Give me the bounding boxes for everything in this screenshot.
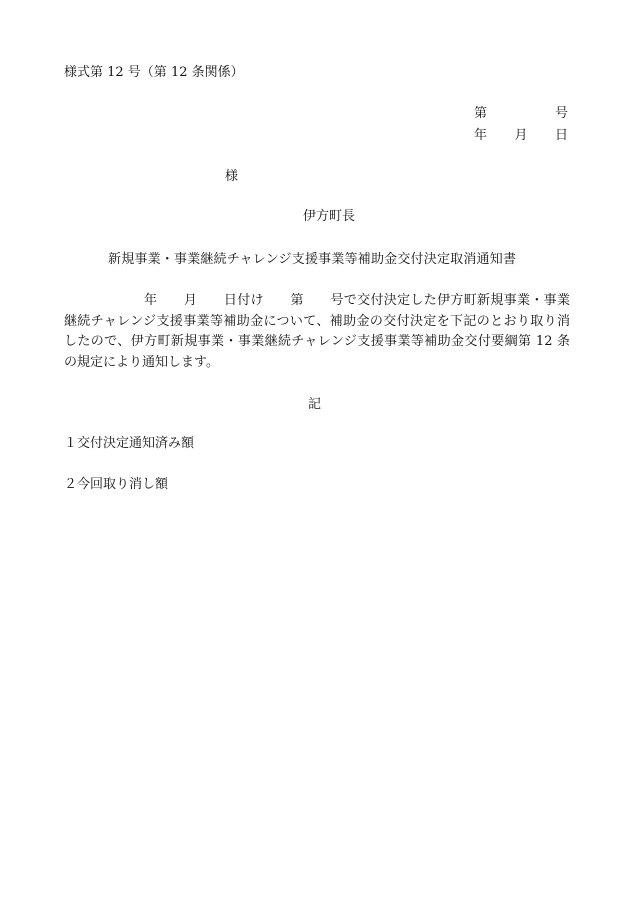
body-line: 継続チャレンジ支援事業等補助金について、補助金の交付決定を下記のとおり取り消 (64, 313, 570, 329)
document-number (474, 105, 568, 123)
date-day-label: 日 (554, 128, 568, 143)
document-number-suffix: 号 (554, 106, 568, 121)
document-date (474, 127, 568, 145)
note-item-notified-amount: １交付決定通知済み額 (64, 436, 195, 451)
notes-heading: 記 (308, 397, 322, 412)
document-number-prefix: 第 (474, 106, 488, 121)
date-year-label: 年 (474, 128, 488, 143)
date-month-label: 月 (514, 128, 528, 143)
body-line: 年 月 日付け 第 号で交付決定した伊方町新規事業・事業 (64, 293, 570, 308)
document-title: 新規事業・事業継続チャレンジ支援事業等補助金交付決定取消通知書 (108, 252, 517, 267)
body-paragraph (64, 291, 570, 373)
form-identifier: 様式第 12 号（第 12 条関係） (64, 65, 244, 80)
body-line: の規定により通知します。 (64, 354, 219, 370)
sender-name: 伊方町長 (303, 209, 356, 224)
note-item-cancelled-amount: ２今回取り消し額 (64, 477, 169, 492)
recipient-honorific: 様 (225, 169, 239, 184)
body-line: したので、伊方町新規事業・事業継続チャレンジ支援事業等補助金交付要綱第 12 条 (64, 334, 570, 349)
